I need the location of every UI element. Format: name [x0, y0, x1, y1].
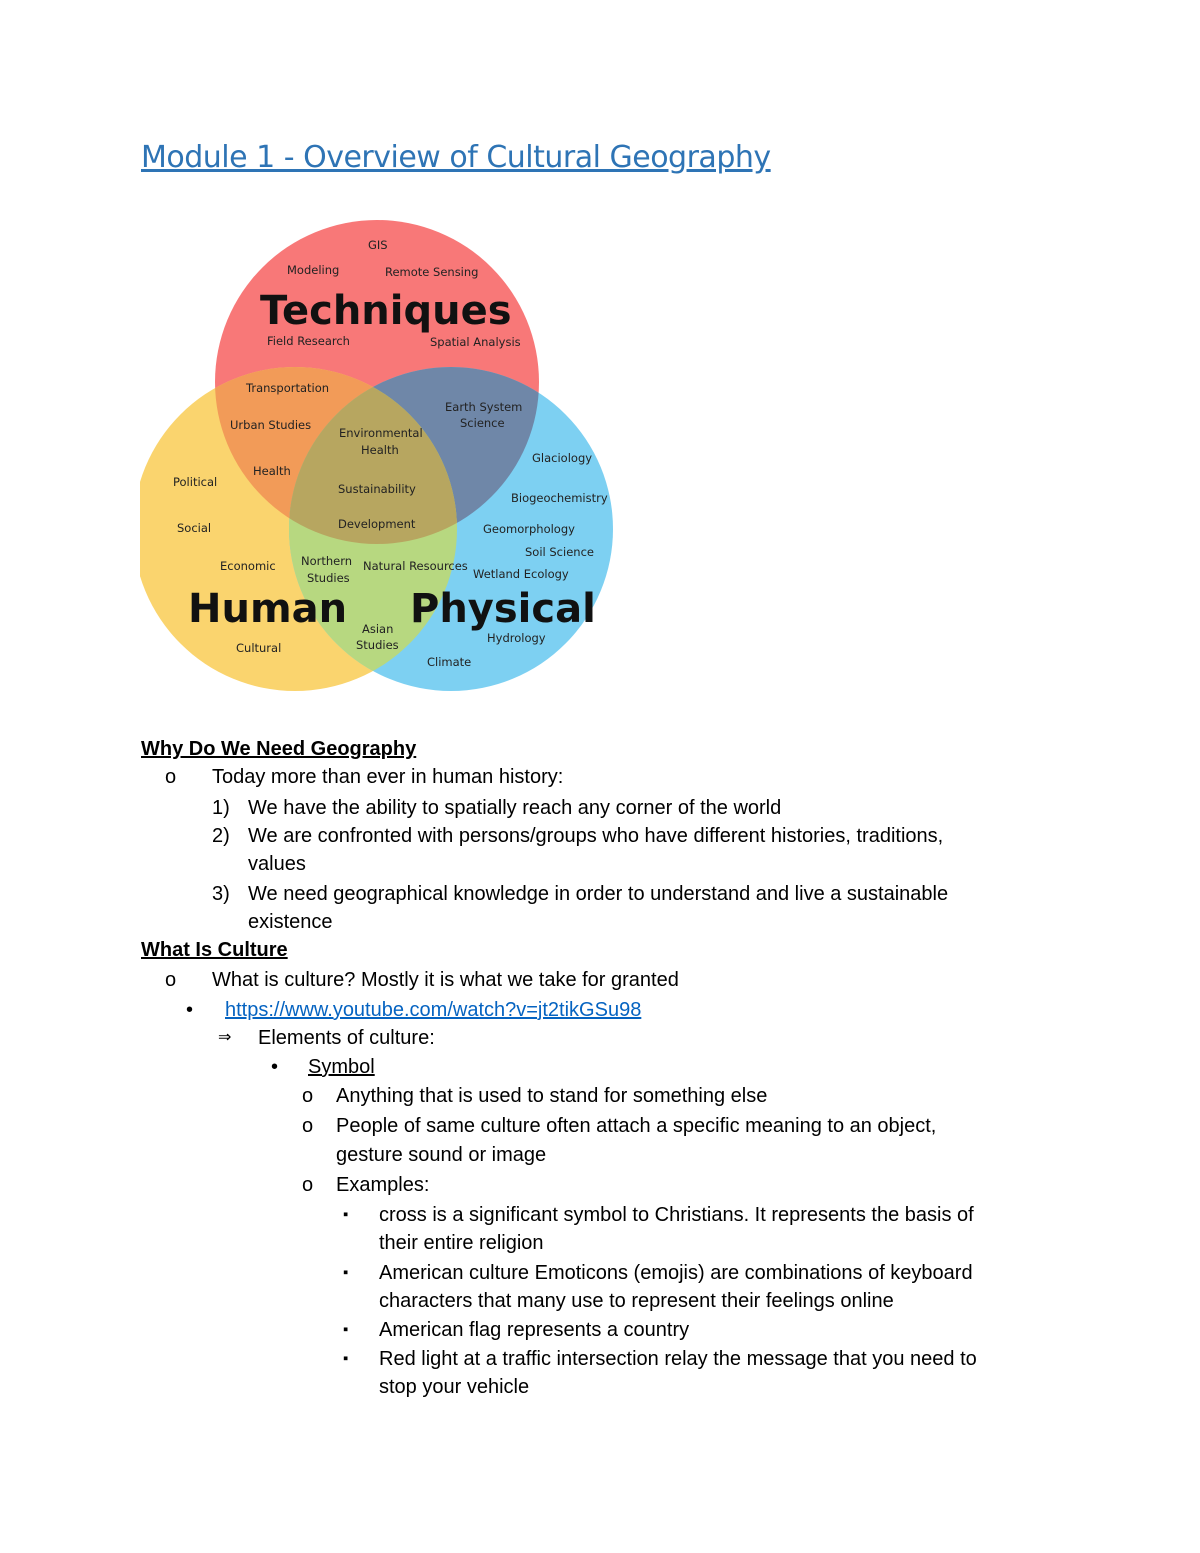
label-environmental: Environmental: [339, 426, 423, 440]
label-human: Human: [188, 586, 348, 632]
square-bullet: ▪: [343, 1321, 349, 1338]
label-wetland-ecology: Wetland Ecology: [473, 567, 569, 581]
label-asian-studies: Studies: [356, 638, 399, 652]
label-spatial-analysis: Spatial Analysis: [430, 335, 521, 349]
label-physical: Physical: [410, 586, 596, 632]
dot-bullet: •: [271, 1056, 279, 1078]
label-hydrology: Hydrology: [487, 631, 546, 645]
label-asian: Asian: [362, 622, 394, 636]
list-item-continuation: values: [248, 853, 306, 875]
list-number: 1): [212, 797, 230, 819]
label-transportation: Transportation: [246, 381, 330, 395]
example-item: cross is a significant symbol to Christians. It represents the basis of: [379, 1204, 974, 1226]
circle-bullet: o: [165, 969, 177, 991]
section-heading-culture: What Is Culture: [141, 939, 288, 961]
circle-bullet: o: [165, 766, 177, 788]
list-item: We are confronted with persons/groups who have different histories, traditions,: [248, 825, 944, 847]
list-item-continuation: existence: [248, 911, 333, 933]
label-earth-system: Earth System: [445, 400, 523, 414]
dot-bullet: •: [186, 999, 194, 1021]
label-climate: Climate: [427, 655, 472, 669]
label-natural-resources: Natural Resources: [363, 559, 468, 573]
label-field-research: Field Research: [267, 334, 350, 348]
section-heading-why: Why Do We Need Geography: [141, 738, 417, 760]
list-item: We have the ability to spatially reach any corner of the world: [248, 797, 782, 819]
symbol-point: Examples:: [336, 1174, 430, 1196]
elements-label: Elements of culture:: [258, 1027, 435, 1049]
symbol-point-continuation: gesture sound or image: [336, 1144, 547, 1166]
square-bullet: ▪: [343, 1206, 349, 1223]
square-bullet: ▪: [343, 1264, 349, 1281]
example-item-continuation: stop your vehicle: [379, 1376, 530, 1398]
label-social: Social: [177, 521, 212, 535]
label-sustainability: Sustainability: [338, 482, 416, 496]
symbol-point: People of same culture often attach a specific meaning to an object,: [336, 1115, 937, 1137]
list-item: We need geographical knowledge in order to understand and live a sustainable: [248, 883, 949, 905]
label-remote-sensing: Remote Sensing: [385, 265, 479, 279]
circle-bullet: o: [302, 1174, 314, 1196]
label-development: Development: [338, 517, 416, 531]
why-intro: Today more than ever in human history:: [212, 766, 564, 788]
youtube-link[interactable]: https://www.youtube.com/watch?v=jt2tikGSu98: [225, 999, 642, 1021]
label-env-health: Health: [361, 443, 399, 457]
label-soil-science: Soil Science: [525, 545, 594, 559]
example-item: American flag represents a country: [379, 1319, 690, 1341]
example-item-continuation: their entire religion: [379, 1232, 544, 1254]
list-number: 3): [212, 883, 230, 905]
arrow-bullet: ⇒: [218, 1029, 232, 1046]
circle-bullet: o: [302, 1085, 314, 1107]
label-cultural: Cultural: [236, 641, 282, 655]
page-title: Module 1 - Overview of Cultural Geography: [141, 140, 771, 175]
label-earth-science: Science: [460, 416, 505, 430]
circle-bullet: o: [302, 1115, 314, 1137]
label-geomorphology: Geomorphology: [483, 522, 575, 536]
example-item-continuation: characters that many use to represent their feelings online: [379, 1290, 894, 1312]
symbol-point: Anything that is used to stand for something else: [336, 1085, 768, 1107]
list-number: 2): [212, 825, 230, 847]
symbol-label: Symbol: [308, 1056, 375, 1078]
label-glaciology: Glaciology: [532, 451, 593, 465]
label-techniques: Techniques: [260, 288, 512, 334]
label-urban-studies: Urban Studies: [230, 418, 312, 432]
culture-intro: What is culture? Mostly it is what we take for granted: [212, 969, 679, 991]
label-gis: GIS: [368, 238, 388, 252]
example-item: American culture Emoticons (emojis) are combinations of keyboard: [379, 1262, 973, 1284]
label-economic: Economic: [220, 559, 276, 573]
example-item: Red light at a traffic intersection relay the message that you need to: [379, 1348, 977, 1370]
label-biogeochemistry: Biogeochemistry: [511, 491, 608, 505]
label-northern: Northern: [301, 554, 353, 568]
label-modeling: Modeling: [287, 263, 340, 277]
square-bullet: ▪: [343, 1350, 349, 1367]
label-northern-studies: Studies: [307, 571, 350, 585]
venn-diagram: [140, 218, 620, 703]
label-health: Health: [253, 464, 291, 478]
label-political: Political: [173, 475, 218, 489]
